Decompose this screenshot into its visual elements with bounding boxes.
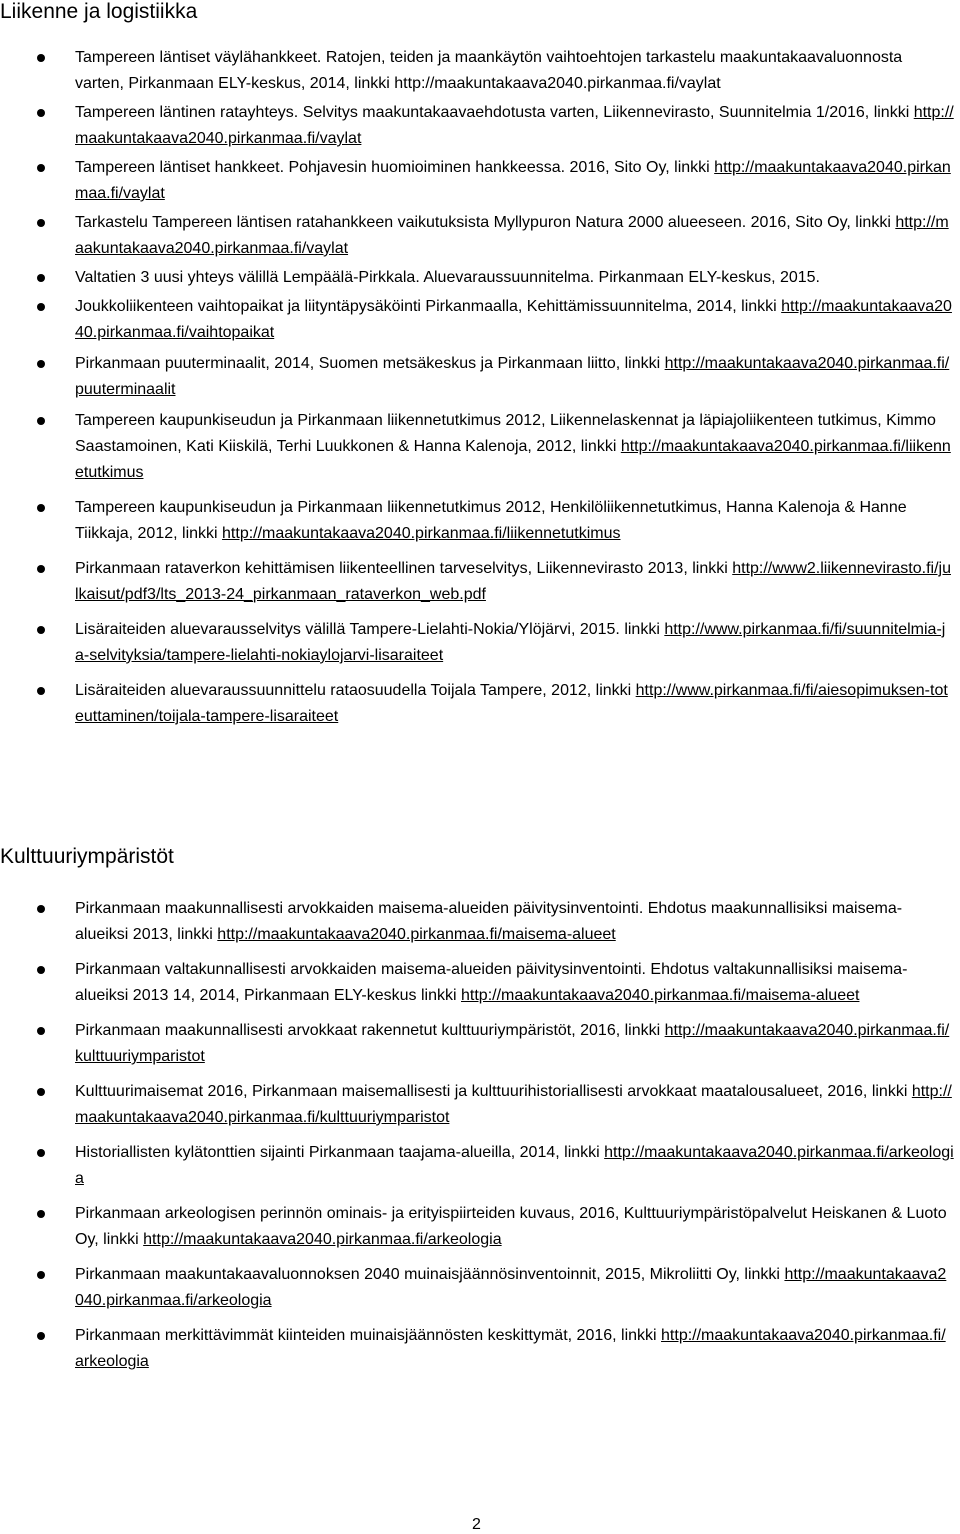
item-link[interactable]: http://maakuntakaava2040.pirkanmaa.fi/vaylat bbox=[75, 104, 954, 147]
item-link[interactable]: http://maakuntakaava2040.pirkanmaa.fi/puuterminaalit bbox=[75, 355, 950, 398]
item-text: Tarkastelu Tampereen läntisen ratahankkeen vaikutuksista Myllypuron Natura 2000 alueeseen. 2016, Sito Oy, linkki bbox=[75, 214, 896, 231]
item-link[interactable]: http://maakuntakaava2040.pirkanmaa.fi/maisema-alueet bbox=[461, 987, 860, 1004]
item-text: Pirkanmaan merkittävimmät kiinteiden muinaisjäännösten keskittymät, 2016, linkki bbox=[75, 1327, 662, 1344]
item-text: Pirkanmaan maakunnallisesti arvokkaiden maisema-alueiden päivitysinventointi. Ehdotus maakunnallisiksi maisema-alueiksi 2013, linkki bbox=[75, 900, 903, 943]
list-item bbox=[0, 155, 960, 207]
item-text: Lisäraiteiden aluevarausselvitys välillä Tampere-Lielahti-Nokia/Ylöjärvi, 2015. linkki bbox=[75, 621, 665, 638]
item-text: Pirkanmaan valtakunnallisesti arvokkaiden maisema-alueiden päivitysinventointi. Ehdotus valtakunnallisiksi maisema-alueiksi 2013 14, 2014, Pirkanmaan ELY-keskus linkki bbox=[75, 961, 908, 1004]
item-link[interactable]: http://maakuntakaava2040.pirkanmaa.fi/maisema-alueet bbox=[217, 926, 616, 943]
item-text: Tampereen läntinen ratayhteys. Selvitys maakuntakaavaehdotusta varten, Liikennevirasto, Suunnitelmia 1/2016, linkki bbox=[75, 104, 914, 121]
item-text: Pirkanmaan rataverkon kehittämisen liikenteellinen tarveselvitys, Liikennevirasto 2013, linkki bbox=[75, 560, 733, 577]
item-link[interactable]: http://maakuntakaava2040.pirkanmaa.fi/arkeologia bbox=[75, 1144, 954, 1187]
item-text: Kulttuurimaisemat 2016, Pirkanmaan maisemallisesti ja kulttuurihistoriallisesti arvokkaat maatalousalueet, 2016, linkki bbox=[75, 1083, 912, 1100]
item-text: Tampereen läntiset hankkeet. Pohjavesin huomioiminen hankkeessa. 2016, Sito Oy, linkki bbox=[75, 159, 715, 176]
item-link[interactable]: http://maakuntakaava2040.pirkanmaa.fi/liikennetutkimus bbox=[222, 525, 621, 542]
item-text: Tampereen kaupunkiseudun ja Pirkanmaan liikennetutkimus 2012, Henkilöliikennetutkimus, Hanna Kalenoja & Hanne Tiikkaja, 2012, linkki bbox=[75, 499, 907, 542]
item-text: Lisäraiteiden aluevaraussuunnittelu rataosuudella Toijala Tampere, 2012, linkki bbox=[75, 682, 636, 699]
list-item bbox=[0, 1140, 960, 1192]
list-item bbox=[0, 100, 960, 152]
item-text: Tampereen kaupunkiseudun ja Pirkanmaan liikennetutkimus 2012, Liikennelaskennat ja läpiajoliikenteen tutkimus, Kimmo Saastamoinen, Kati Kiiskilä, Terhi Luukkonen & Hanna Kalenoja, 2012, linkki bbox=[75, 412, 936, 455]
list-item bbox=[0, 351, 960, 403]
list-item bbox=[0, 210, 960, 262]
section-title-kulttuuriymparistot: Kulttuuriympäristöt bbox=[0, 845, 174, 868]
list-item bbox=[0, 408, 960, 486]
item-link[interactable]: http://maakuntakaava2040.pirkanmaa.fi/arkeologia bbox=[75, 1266, 947, 1309]
list-item bbox=[0, 495, 960, 547]
item-link[interactable]: http://www.pirkanmaa.fi/fi/aiesopimuksen-toteuttaminen/toijala-tampere-lisaraiteet bbox=[75, 682, 948, 725]
item-link[interactable]: http://maakuntakaava2040.pirkanmaa.fi/arkeologia bbox=[143, 1231, 502, 1248]
item-text: Pirkanmaan maakuntakaavaluonnoksen 2040 muinaisjäännösinventoinnit, 2015, Mikroliitti Oy, linkki bbox=[75, 1266, 785, 1283]
item-link[interactable]: http://maakuntakaava2040.pirkanmaa.fi/vaylat bbox=[75, 159, 951, 202]
item-link[interactable]: http://maakuntakaava2040.pirkanmaa.fi/kulttuuriymparistot bbox=[75, 1022, 950, 1065]
list-item bbox=[0, 294, 960, 346]
list-item bbox=[0, 1262, 960, 1314]
item-link[interactable]: http://maakuntakaava2040.pirkanmaa.fi/vaihtopaikat bbox=[75, 298, 952, 341]
item-link[interactable]: http://www2.liikennevirasto.fi/julkaisut/pdf3/lts_2013-24_pirkanmaan_rataverkon_web.pdf bbox=[75, 560, 951, 603]
item-text: Valtatien 3 uusi yhteys välillä Lempäälä-Pirkkala. Aluevaraussuunnitelma. Pirkanmaan ELY-keskus, 2015. bbox=[75, 269, 820, 286]
list-item bbox=[0, 1323, 960, 1375]
reference-list-kulttuuri bbox=[0, 896, 960, 1384]
page-number: 2 bbox=[472, 1516, 481, 1533]
item-text: Tampereen läntiset väylähankkeet. Ratojen, teiden ja maankäytön vaihtoehtojen tarkastelu maakuntakaavaluonnosta varten, Pirkanmaan ELY-keskus, 2014, linkki http://maakuntakaava2040.pirkanmaa.fi/vaylat bbox=[75, 49, 903, 92]
list-item bbox=[0, 617, 960, 669]
list-item bbox=[0, 678, 960, 730]
item-text: Pirkanmaan maakunnallisesti arvokkaat rakennetut kulttuuriympäristöt, 2016, linkki bbox=[75, 1022, 665, 1039]
reference-list-liikenne bbox=[0, 45, 960, 739]
list-item bbox=[0, 1018, 960, 1070]
list-item bbox=[0, 265, 960, 291]
list-item bbox=[0, 1201, 960, 1253]
item-text: Pirkanmaan puuterminaalit, 2014, Suomen metsäkeskus ja Pirkanmaan liitto, linkki bbox=[75, 355, 665, 372]
item-link[interactable]: http://maakuntakaava2040.pirkanmaa.fi/vaylat bbox=[75, 214, 949, 257]
item-link[interactable]: http://maakuntakaava2040.pirkanmaa.fi/kulttuuriymparistot bbox=[75, 1083, 952, 1126]
item-link[interactable]: http://maakuntakaava2040.pirkanmaa.fi/liikennetutkimus bbox=[75, 438, 951, 481]
list-item bbox=[0, 896, 960, 948]
item-text: Pirkanmaan arkeologisen perinnön ominais- ja erityispiirteiden kuvaus, 2016, Kulttuuriympäristöpalvelut Heiskanen & Luoto Oy, linkki bbox=[75, 1205, 947, 1248]
list-item bbox=[0, 45, 960, 97]
list-item bbox=[0, 957, 960, 1009]
list-item bbox=[0, 1079, 960, 1131]
item-text: Joukkoliikenteen vaihtopaikat ja liityntäpysäköinti Pirkanmaalla, Kehittämissuunnitelma, 2014, linkki bbox=[75, 298, 782, 315]
list-item bbox=[0, 556, 960, 608]
item-link[interactable]: http://maakuntakaava2040.pirkanmaa.fi/arkeologia bbox=[75, 1327, 946, 1370]
item-text: Historiallisten kylätonttien sijainti Pirkanmaan taajama-alueilla, 2014, linkki bbox=[75, 1144, 605, 1161]
section-title-liikenne: Liikenne ja logistiikka bbox=[0, 0, 198, 23]
item-link[interactable]: http://www.pirkanmaa.fi/fi/suunnitelmia-ja-selvityksia/tampere-lielahti-nokiaylojarvi-lisaraiteet bbox=[75, 621, 946, 664]
